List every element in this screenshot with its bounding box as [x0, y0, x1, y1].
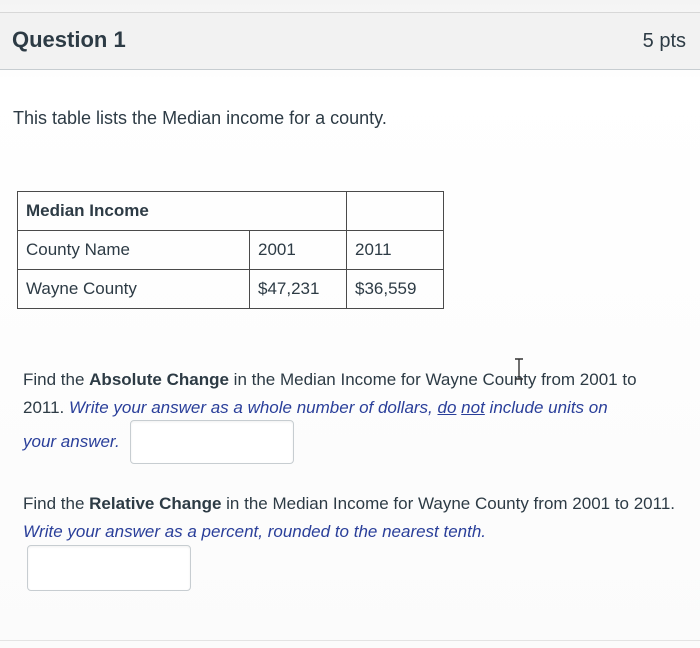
absolute-change-prompt — [23, 366, 673, 422]
absolute-change-answer-row — [23, 420, 294, 464]
question-title: Question 1 — [12, 27, 126, 52]
table-header-row — [18, 192, 444, 231]
q1-instruction-not: not — [461, 398, 485, 417]
cell-county: Wayne County — [18, 270, 250, 309]
intro-text: This table lists the Median income for a county. — [13, 108, 387, 128]
cell-2011-value: $36,559 — [347, 270, 444, 309]
q1-instruction: Write your answer as a whole number of dollars, — [69, 398, 438, 417]
column-2001: 2001 — [250, 231, 347, 270]
q1-instruction-tail: your answer. — [23, 432, 120, 451]
q1-text-mid: in the Median Income for Wayne County from 2001 to 2011. — [23, 370, 637, 417]
q1-instruction-do: do — [437, 398, 457, 417]
question-header — [0, 13, 700, 70]
column-2011: 2011 — [347, 231, 444, 270]
table-column-row — [18, 231, 444, 270]
median-income-table — [17, 191, 444, 309]
bottom-divider — [0, 640, 700, 641]
table-empty-cell — [347, 192, 444, 231]
table-row — [18, 270, 444, 309]
table-title-cell: Median Income — [18, 192, 347, 231]
cell-2001-value: $47,231 — [250, 270, 347, 309]
q1-bold-term: Absolute Change — [89, 370, 229, 389]
q2-instruction: Write your answer as a percent, rounded to the nearest tenth. — [23, 522, 487, 541]
q2-text-mid: in the Median Income for Wayne County from 2001 to 2011. — [221, 494, 676, 513]
q2-text-start: Find the — [23, 494, 90, 513]
text-cursor-icon — [514, 358, 524, 380]
relative-change-input[interactable] — [27, 545, 191, 591]
q1-instruction-end: include units on — [484, 398, 608, 417]
q2-bold-term: Relative Change — [89, 494, 222, 513]
question-points: 5 pts — [642, 30, 686, 52]
absolute-change-input[interactable] — [130, 420, 294, 464]
column-county-name: County Name — [18, 231, 250, 270]
relative-change-prompt — [23, 490, 683, 546]
q1-text-start: Find the — [23, 370, 90, 389]
